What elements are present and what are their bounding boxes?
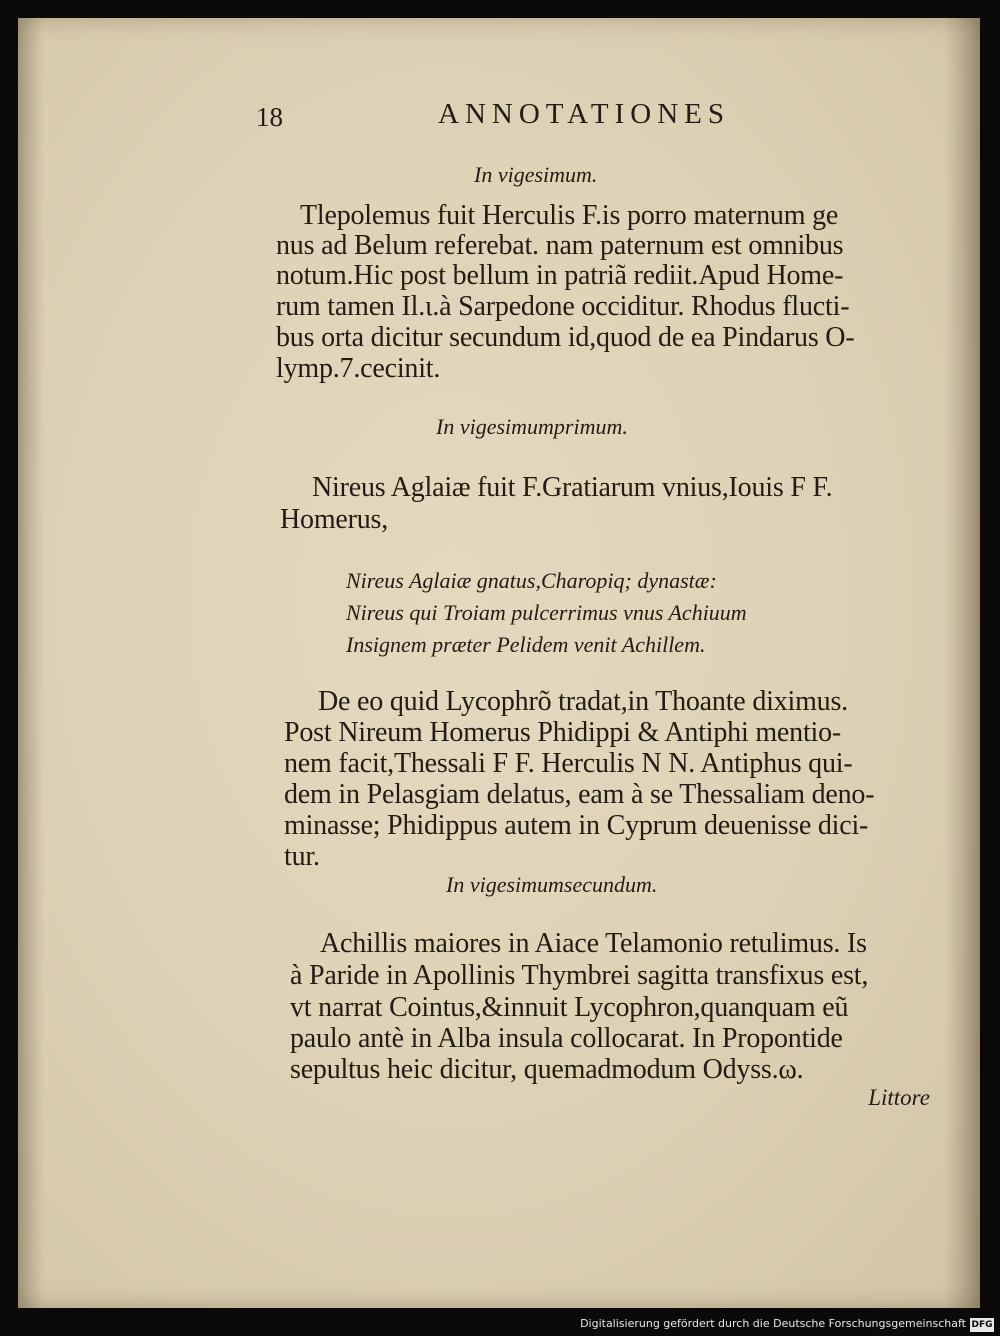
verse-line: Nireus Aglaiæ gnatus,Charopiq; dynastæ: <box>346 568 717 593</box>
text-line: sepultus heic dicitur, quemadmodum Odyss.ω. <box>290 1054 804 1085</box>
text-line: minasse; Phidippus autem in Cyprum deuenisse dici- <box>284 810 869 841</box>
text-line: Nireus Aglaiæ fuit F.Gratiarum vnius,Iouis F F. <box>312 472 833 503</box>
text-line: dem in Pelasgiam delatus, eam à se Thessaliam deno- <box>284 779 875 810</box>
catchword: Littore <box>868 1085 930 1110</box>
dfg-logo: DFG <box>971 1320 993 1330</box>
text-line: De eo quid Lycophrõ tradat,in Thoante diximus. <box>318 686 848 717</box>
page-shadow-left <box>18 18 44 1308</box>
text-line: tur. <box>284 841 320 872</box>
text-line: vt narrat Cointus,&innuit Lycophron,quanquam eũ <box>290 992 849 1023</box>
footer-credit: Digitalisierung gefördert durch die Deutsche Forschungsgemeinschaft <box>580 1317 966 1330</box>
page-shadow-right <box>944 18 980 1308</box>
verse-line: Nireus qui Troiam pulcerrimus vnus Achiuum <box>346 600 747 625</box>
text-line: Achillis maiores in Aiace Telamonio retulimus. Is <box>320 928 867 959</box>
section-heading: In vigesimum. <box>474 162 598 187</box>
text-line: lymp.7.cecinit. <box>276 353 441 384</box>
running-head: ANNOTATIONES <box>438 98 730 130</box>
text-line: à Paride in Apollinis Thymbrei sagitta transfixus est, <box>290 960 869 991</box>
text-line: Post Nireum Homerus Phidippi & Antiphi mentio- <box>284 717 842 748</box>
verse-line: Insignem præter Pelidem venit Achillem. <box>346 632 706 657</box>
text-line: Tlepolemus fuit Herculis F.is porro maternum ge <box>300 200 839 231</box>
text-line: paulo antè in Alba insula collocarat. In Propontide <box>290 1023 843 1054</box>
text-line: bus orta dicitur secundum id,quod de ea Pindarus O- <box>276 322 855 353</box>
text-line: nus ad Belum referebat. nam paternum est omnibus <box>276 230 844 261</box>
text-line: rum tamen Il.ι.à Sarpedone occiditur. Rhodus flucti- <box>276 291 850 322</box>
section-heading: In vigesimumprimum. <box>436 414 628 439</box>
text-line: notum.Hic post bellum in patriã rediit.Apud Home- <box>276 260 844 291</box>
page-number: 18 <box>256 102 283 132</box>
footer-bar <box>0 1310 1000 1336</box>
section-heading: In vigesimumsecundum. <box>446 872 658 897</box>
text-line: nem facit,Thessali F F. Herculis N N. Antiphus qui- <box>284 748 853 779</box>
text-line: Homerus, <box>280 504 389 535</box>
